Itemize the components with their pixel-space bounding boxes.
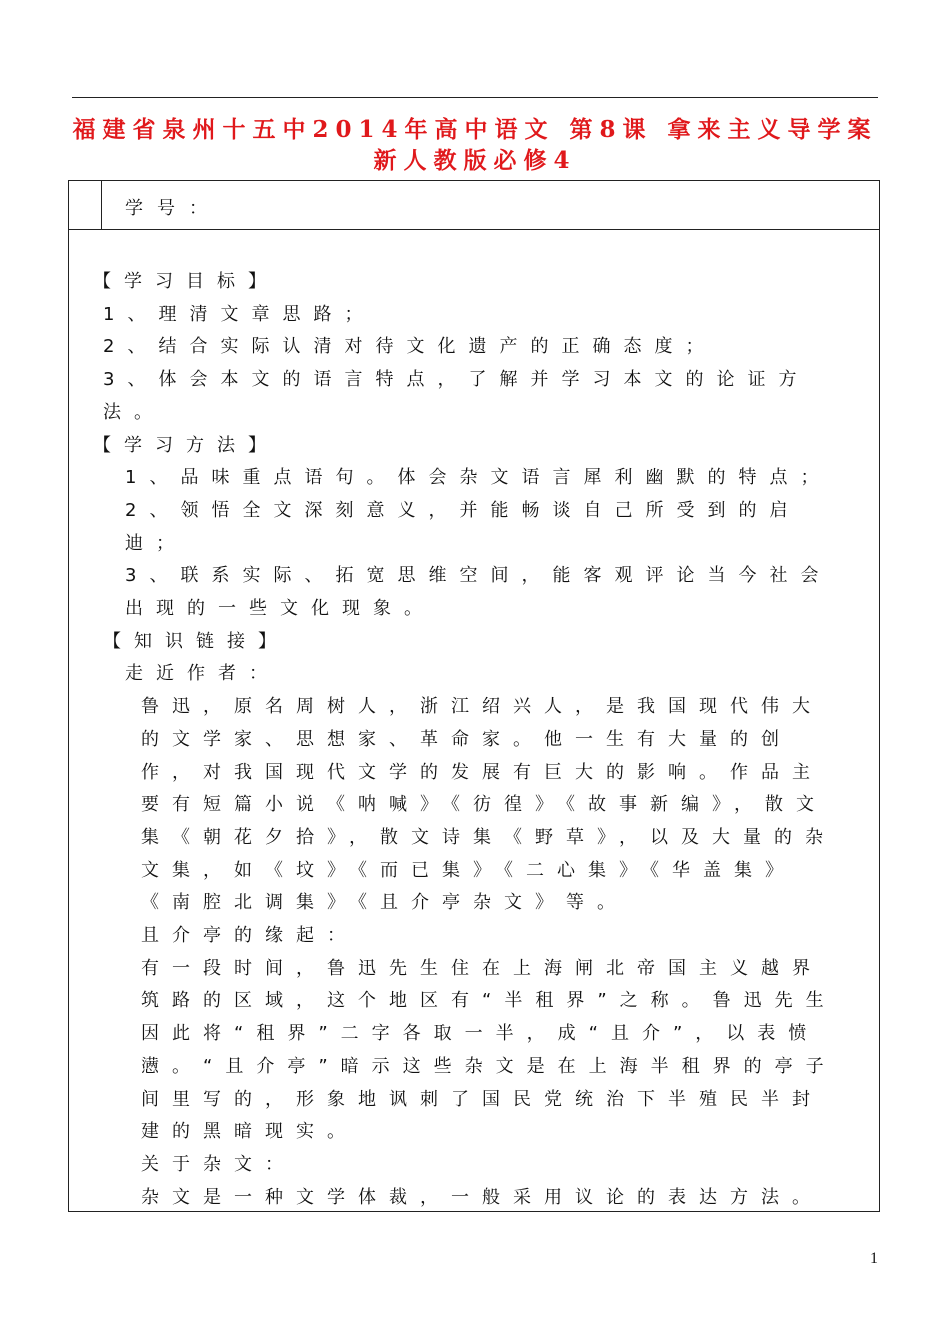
page-number: 1 <box>870 1250 878 1267</box>
goals-heading: 【学习目标】 <box>93 271 279 292</box>
goal-item-1: 1、理清文章思路； <box>103 303 376 325</box>
knowledge-heading: 【知识链接】 <box>103 630 289 652</box>
method-item-1: 1、品味重点语句。体会杂文语言犀利幽默的特点； <box>125 467 832 489</box>
document-title: 福建省泉州十五中2014年高中语文 第8课 拿来主义导学案 新人教版必修4 <box>72 116 878 174</box>
origin-heading: 且介亭的缘起： <box>141 925 358 947</box>
method-item-2: 2、领悟全文深刻意义，并能畅谈自己所受到的启迪； <box>125 499 801 554</box>
inner-border <box>101 181 102 229</box>
header-rule <box>72 97 878 98</box>
student-id-row <box>69 181 879 230</box>
content-body <box>93 266 847 1214</box>
essay-paragraph: 杂文是一种文学体裁，一般采用议论的表达方法。 <box>141 1186 823 1208</box>
worksheet-table <box>68 180 880 1212</box>
goal-item-3: 3、体会本文的语言特点，了解并学习本文的论证方法。 <box>103 369 810 423</box>
student-id-label: 学号： <box>125 198 221 219</box>
essay-heading: 关于杂文： <box>141 1153 296 1175</box>
author-heading: 走近作者： <box>125 663 280 685</box>
method-item-3: 3、联系实际、拓宽思维空间，能客观评论当今社会出现的一些文化现象。 <box>125 565 832 620</box>
goal-item-2: 2、结合实际认清对待文化遗产的正确态度； <box>103 336 717 358</box>
methods-heading: 【学习方法】 <box>93 434 279 456</box>
author-paragraph: 鲁迅，原名周树人，浙江绍兴人，是我国现代伟大的文学家、思想家、革命家。他一生有大量的创作，对我国现代文学的发展有巨大的影响。作品主要有短篇小说《呐喊》《彷徨》《故事新编》，散文集《朝花夕拾》，散文诗集《野草》，以及大量的杂文集，如《坟》《而已集》《二心集》《华盖集》《南腔北调集》《且介亭杂文》等。 <box>141 696 836 914</box>
origin-paragraph: 有一段时间，鲁迅先生住在上海闸北帝国主义越界筑路的区域，这个地区有“半租界”之称。鲁迅先生因此将“租界”二字各取一半，成“且介”，以表愤懑。“且介亭”暗示这些杂文是在上海半租界的亭子间里写的，形象地讽刺了国民党统治下半殖民半封建的黑暗现实。 <box>141 957 837 1143</box>
